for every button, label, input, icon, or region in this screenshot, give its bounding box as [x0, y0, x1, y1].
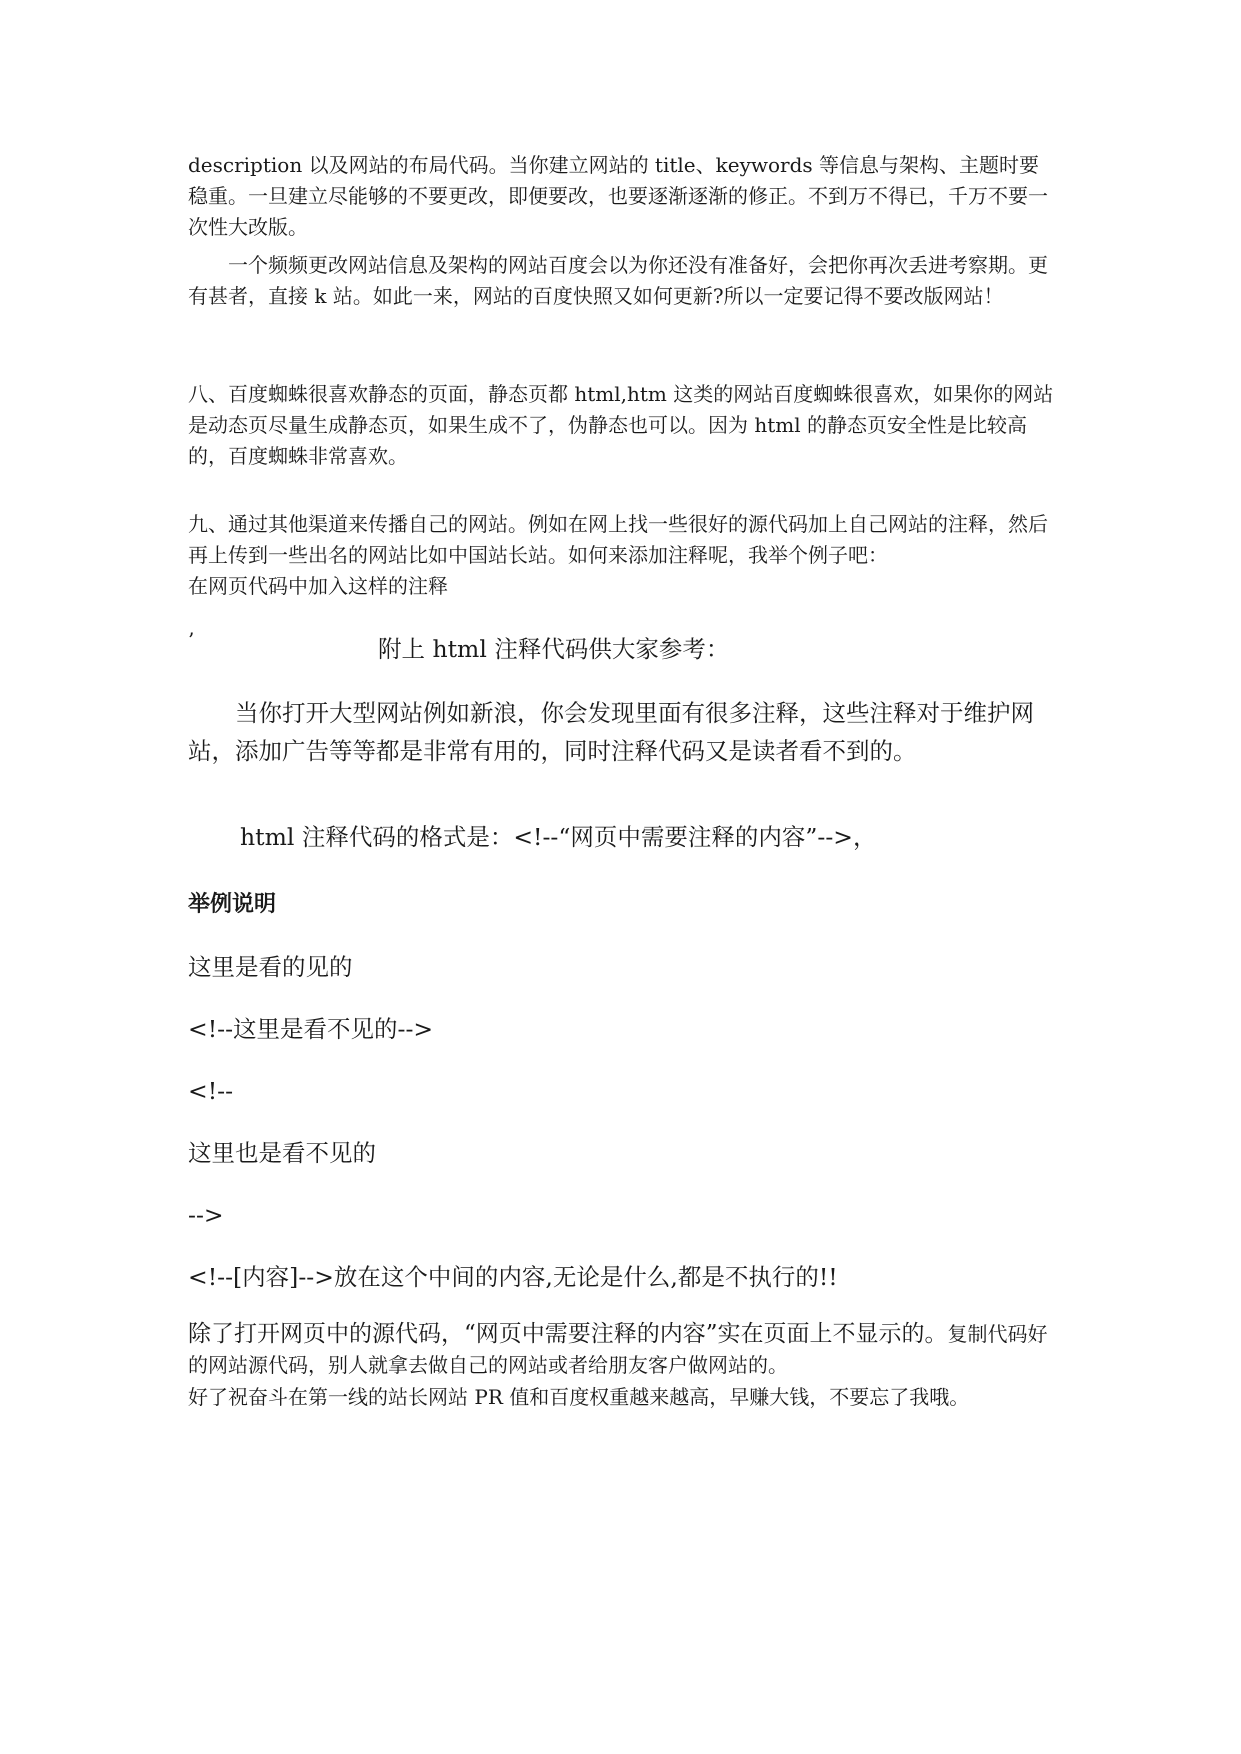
paragraph-source-code [188, 1319, 1058, 1381]
stray-mark: ’ [188, 628, 195, 652]
paragraph-source-code-tail: 复制代码好的网站源代码，别人就拿去做自己的网站或者给朋友客户做网站的。 [188, 1322, 1048, 1377]
example-hidden-line: <!--这里是看不见的--> [188, 1015, 434, 1043]
paragraph-closing-wishes: 好了祝奋斗在第一线的站长网站 PR 值和百度权重越来越高，早赚大钱，不要忘了我哦。 [188, 1385, 970, 1409]
example-comment-open: <!-- [188, 1077, 234, 1105]
paragraph-source-code-lead: 除了打开网页中的源代码，“网页中需要注释的内容”实在页面上不显示的。 [188, 1321, 948, 1347]
example-hidden-line-2: 这里也是看不见的 [188, 1139, 376, 1167]
paragraph-large-sites: 当你打开大型网站例如新浪，你会发现里面有很多注释，这些注释对于维护网站，添加广告等等都是非常有用的，同时注释代码又是读者看不到的。 [188, 699, 1034, 765]
paragraph-comment-format: html 注释代码的格式是：<!--“网页中需要注释的内容”-->， [240, 823, 877, 851]
example-content-comment: <!--[内容]-->放在这个中间的内容,无论是什么,都是不执行的!! [188, 1263, 838, 1291]
paragraph-other-channels: 九、通过其他渠道来传播自己的网站。例如在网上找一些很好的源代码加上自己网站的注释，然后再上传到一些出名的网站比如中国站长站。如何来添加注释呢，我举个例子吧： [188, 512, 1048, 567]
paragraph-inspection-period: 一个频频更改网站信息及架构的网站百度会以为你还没有准备好，会把你再次丢进考察期。更有甚者，直接 k 站。如此一来，网站的百度快照又如何更新?所以一定要记得不要改版网站！ [188, 253, 1048, 308]
paragraph-add-comment: 在网页代码中加入这样的注释 [188, 574, 448, 598]
example-comment-close: --> [188, 1201, 224, 1229]
paragraph-layout-advice: description 以及网站的布局代码。当你建立网站的 title、keywords 等信息与架构、主题时要稳重。一旦建立尽能够的不要更改，即便要改，也要逐渐逐渐的修正。不到万不得已，千万不要一次性大改版。 [188, 153, 1048, 239]
example-visible-line: 这里是看的见的 [188, 953, 353, 981]
paragraph-static-pages: 八、百度蜘蛛很喜欢静态的页面，静态页都 html,htm 这类的网站百度蜘蛛很喜欢，如果你的网站是动态页尽量生成静态页，如果生成不了，伪静态也可以。因为 html 的静态页安全性是比较高的，百度蜘蛛非常喜欢。 [188, 382, 1054, 468]
paragraph-html-reference: 附上 html 注释代码供大家参考： [378, 635, 730, 663]
heading-example: 举例说明 [188, 891, 277, 917]
